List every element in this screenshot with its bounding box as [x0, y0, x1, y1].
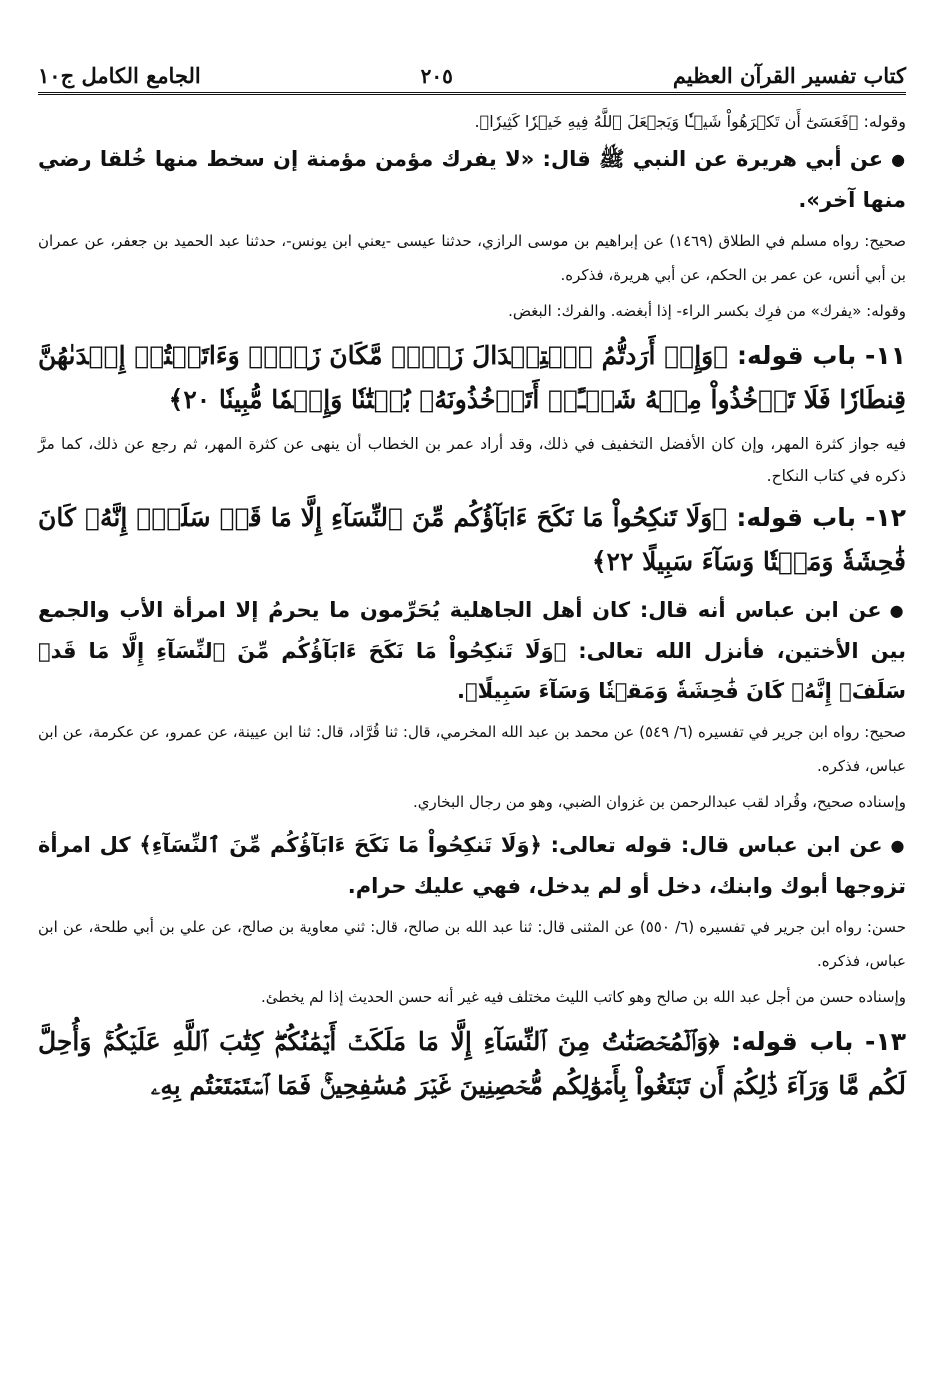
hadith-body: عن أبي هريرة عن النبي ﷺ قال: «لا يفرك مؤمن مؤمنة إن سخط منها خُلقا رضي منها آخر». [38, 147, 906, 212]
bullet-icon: ● [890, 836, 906, 855]
header-rule [38, 92, 906, 95]
hadith-text [38, 825, 906, 906]
book-title: كتاب تفسير القرآن العظيم [672, 63, 906, 88]
qawl-line: وقوله: ﴿فَعَسَىٰٓ أَن تَكۡرَهُواْ شَيۡـٔٗا وَيَجۡعَلَ ٱللَّهُ فِيهِ خَيۡرٗا كَثِيرٗا﴾. [474, 112, 906, 131]
takhrij-text: صحيح: رواه ابن جرير في تفسيره (٦/ ٥٤٩) عن محمد بن عبد الله المخرمي، قال: ثنا قُرَّاد، قال: ثنا ابن عيينة، عن عمرو، عن عكرمة، عن ابن عباس، فذكره. [38, 723, 906, 775]
bab-heading [38, 1020, 906, 1108]
volume-label: الجامع الكامل ج١٠ [38, 63, 201, 88]
hadith-body: عن ابن عباس أنه قال: كان أهل الجاهلية يُحَرِّمون ما يحرمُ إلا امرأة الأب والجمع بين الأختين، فأنزل الله تعالى: ﴿وَلَا تَنكِحُواْ مَا نَكَحَ ءَابَآؤُكُم مِّنَ ٱلنِّسَآءِ إِلَّا مَا قَدۡ سَلَفَۚ إِنَّهُۥ كَانَ فَٰحِشَةٗ وَمَقۡتٗا وَسَآءَ سَبِيلًا﴾. [38, 598, 906, 703]
bab-verse: ﴿وَٱلۡمُحۡصَنَٰتُ مِنَ ٱلنِّسَآءِ إِلَّا مَا مَلَكَتۡ أَيۡمَٰنُكُمۡۖ كِتَٰبَ ٱللَّهِ عَلَيۡكُمۡۚ وَأُحِلَّ لَكُم مَّا وَرَآءَ ذَٰلِكُمۡ أَن تَبۡتَغُواْ بِأَمۡوَٰلِكُم مُّحۡصِنِينَ غَيۡرَ مُسَٰفِحِينَۚ فَمَا ٱسۡتَمۡتَعۡتُم بِهِۦ [38, 1027, 906, 1100]
bab-heading [38, 496, 906, 584]
hadith-body: عن ابن عباس قال: قوله تعالى: ﴿وَلَا تَنكِحُواْ مَا نَكَحَ ءَابَآؤُكُم مِّنَ ٱلنِّسَآءِ﴾ كل امرأة تزوجها أبوك وابنك، دخل أو لم يدخل، فهي عليك حرام. [38, 833, 906, 898]
page-number: ٢٠٥ [420, 64, 453, 88]
document-page [38, 52, 906, 1114]
note-text: وإسناده حسن من أجل عبد الله بن صالح وهو كاتب الليث مختلف فيه غير أنه حسن الحديث إذا لم يخطئ. [260, 988, 906, 1006]
bab-verse: ﴿وَإِنۡ أَرَدتُّمُ ٱسۡتِبۡدَالَ زَوۡجٖ مَّكَانَ زَوۡجٖ وَءَاتَيۡتُمۡ إِحۡدَىٰهُنَّ قِنطَارٗا فَلَا تَأۡخُذُواْ مِنۡهُ شَيۡـًٔاۚ أَتَأۡخُذُونَهُۥ بُهۡتَٰنٗا وَإِثۡمٗا مُّبِينٗا ٢٠﴾ [38, 341, 906, 414]
takhrij-text: حسن: رواه ابن جرير في تفسيره (٦/ ٥٥٠) عن المثنى قال: ثنا عبد الله بن صالح، قال: ثني معاوية بن صالح، عن علي بن أبي طلحة، عن ابن عباس، فذكره. [38, 918, 906, 970]
bab-label: ١٢- باب قوله: [736, 503, 906, 532]
bullet-icon: ● [891, 150, 906, 169]
note-text: وقوله: «يفرك» من فرِك بكسر الراء- إذا أبغضه. والفرك: البغض. [508, 302, 906, 320]
note-text: وإسناده صحيح، وقُراد لقب عبدالرحمن بن غزوان الضبي، وهو من رجال البخاري. [412, 793, 906, 811]
takhrij-text: صحيح: رواه مسلم في الطلاق (١٤٦٩) عن إبراهيم بن موسى الرازي، حدثنا عيسى -يعني ابن يونس-، حدثنا عبد الحميد بن جعفر، عن عمران بن أبي أنس، عن عمر بن الحكم، عن أبي هريرة، فذكره. [38, 232, 906, 284]
page-body [38, 107, 906, 1108]
bab-label: ١٣- باب قوله: [731, 1027, 906, 1056]
hadith-text [38, 590, 906, 711]
bullet-icon: ● [889, 601, 906, 620]
hadith-text [38, 139, 906, 220]
bab-verse: ﴿وَلَا تَنكِحُواْ مَا نَكَحَ ءَابَآؤُكُم مِّنَ ٱلنِّسَآءِ إِلَّا مَا قَدۡ سَلَفَۚ إِنَّهُۥ كَانَ فَٰحِشَةٗ وَمَقۡتٗا وَسَآءَ سَبِيلًا ٢٢﴾ [38, 503, 906, 576]
bab-label: ١١- باب قوله: [737, 341, 906, 370]
fiqh-text: فيه جواز كثرة المهر، وإن كان الأفضل التخفيف في ذلك، وقد أراد عمر بن الخطاب أن ينهى عن كثرة المهر، ثم رجع عن ذلك، كما مرَّ ذكره في كتاب النكاح. [38, 435, 906, 485]
bab-heading [38, 334, 906, 422]
running-header [38, 52, 906, 88]
